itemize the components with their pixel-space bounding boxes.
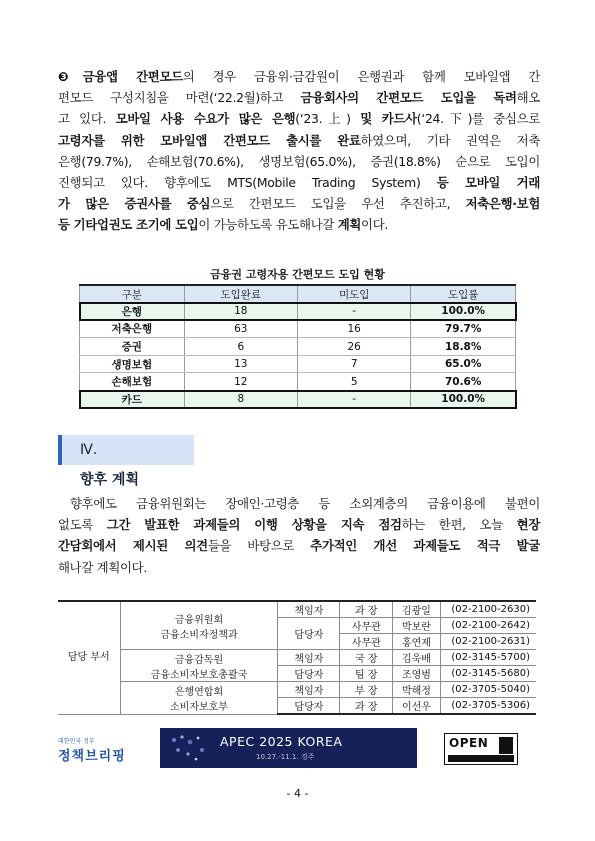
- bold-span: 저축은행·보험: [465, 196, 540, 212]
- cell-not-done: 16: [297, 320, 410, 338]
- org-line: 금융위원회: [174, 614, 224, 626]
- text-line: [58, 87, 540, 108]
- license-person-icon: [499, 737, 513, 754]
- text-span: 진행되고 있다. 향후에도 MTS(Mobile Trading System): [58, 175, 437, 191]
- contact-title: 사무관: [340, 618, 393, 634]
- cell-not-done: 7: [297, 355, 410, 373]
- table-row: [80, 338, 516, 356]
- cell-done: 63: [184, 320, 297, 338]
- contact-name: 박보란: [393, 618, 441, 634]
- text-span: 들을 바탕으로: [207, 538, 311, 554]
- contact-row: [58, 682, 536, 698]
- contact-role: 담당자: [278, 666, 340, 682]
- cell-rate: 65.0%: [411, 355, 516, 373]
- apec-pattern-icon: [168, 732, 212, 764]
- cell-not-done: 5: [297, 373, 410, 391]
- text-span: 없도록: [58, 517, 107, 533]
- contact-name: 김욱배: [393, 650, 441, 666]
- policy-briefing-logo: [58, 736, 146, 766]
- contact-title: 팀 장: [340, 666, 393, 682]
- bold-span: 등 기타업권도 조기에 도입: [58, 217, 199, 233]
- bold-span: ❸금융앱 간편모드: [58, 69, 183, 84]
- logo-small-text: 대한민국 정부: [58, 738, 95, 745]
- contact-title: 과 장: [340, 601, 393, 618]
- text-span: 해나갈 계획이다.: [58, 559, 147, 575]
- text-span: 이다.: [361, 217, 389, 233]
- text-span: 의 경우 금융위·금감원이 은행권과 함께 모바일앱 간: [182, 69, 541, 84]
- cell-rate: 79.7%: [411, 320, 516, 338]
- cell-rate: 18.8%: [411, 338, 516, 356]
- table-title: 금융권 고령자용 간편모드 도입 현황: [210, 268, 385, 281]
- contact-role: 책임자: [278, 650, 340, 666]
- contact-row: [58, 601, 536, 618]
- adoption-status-table: [79, 284, 516, 409]
- apec-title: APEC 2025 KOREA: [220, 734, 343, 749]
- contact-phone: (02-3705-5040): [440, 682, 536, 698]
- text-span: 은행(79.7%), 손해보험(70.6%), 생명보험(65.0%), 증권(18.8%) 순으로 도입이: [58, 153, 540, 169]
- contact-name: 김광일: [393, 601, 441, 618]
- cell-category: 손해보험: [80, 373, 185, 391]
- text-line: [58, 108, 540, 129]
- contact-phone: (02-3145-5680): [440, 666, 536, 682]
- header-done: 도입완료: [184, 285, 297, 303]
- table-row: [80, 355, 516, 373]
- cell-category: 증권: [80, 338, 185, 356]
- paragraph-simple-mode: [58, 66, 540, 236]
- contact-name: 이선우: [393, 698, 441, 715]
- contact-phone: (02-2100-2642): [440, 618, 536, 634]
- text-span: (‘23.上): [295, 111, 361, 127]
- text-span: 해오: [516, 90, 540, 106]
- org-line: 금융소비자정책과: [160, 629, 238, 641]
- dept-label: 담당 부서: [58, 601, 120, 714]
- text-line: [58, 214, 540, 235]
- header-rate: 도입률: [411, 285, 516, 303]
- cell-not-done: -: [297, 303, 410, 321]
- table-header-row: [80, 285, 516, 303]
- org-line: 금융소비자보호총괄국: [150, 669, 248, 681]
- cell-rate: 70.6%: [411, 373, 516, 391]
- bold-span: 그간 발표한 과제들의 이행 상황을 지속 점검: [106, 517, 402, 533]
- cell-done: 12: [184, 373, 297, 391]
- contact-name: 박해정: [393, 682, 441, 698]
- contact-title: 사무관: [340, 634, 393, 650]
- apec-dates: 10.27.-11.1. 경주: [256, 753, 315, 761]
- org-line: 은행연합회: [174, 686, 224, 698]
- contact-phone: (02-3705-5306): [440, 698, 536, 715]
- open-word: OPEN: [449, 736, 489, 750]
- cell-category: 저축은행: [80, 320, 185, 338]
- bold-span: 등 모바일 거래: [436, 175, 540, 191]
- org-name: [120, 650, 278, 682]
- contact-name: 홍연제: [393, 634, 441, 650]
- org-line: 금융감독원: [174, 654, 224, 666]
- cell-rate: 100.0%: [411, 303, 516, 321]
- open-license-logo: [444, 733, 518, 765]
- org-name: [120, 682, 278, 715]
- contact-role: 책임자: [278, 682, 340, 698]
- text-span: (‘24.下)를 중심으로: [416, 111, 540, 127]
- contact-title: 과 장: [340, 698, 393, 715]
- cell-done: 13: [184, 355, 297, 373]
- text-line: [58, 193, 540, 214]
- contact-phone: (02-2100-2631): [440, 634, 536, 650]
- org-name: [120, 601, 278, 650]
- contact-name: 조영범: [393, 666, 441, 682]
- bold-span: 계획: [337, 217, 362, 233]
- bold-span: 가 많은 증권사를 중심: [58, 196, 211, 212]
- bold-span: 고령자를 위한 모바일앱 간편모드 출시를 완료: [58, 132, 361, 148]
- org-line: 소비자보호부: [170, 701, 228, 713]
- apec-banner: [160, 728, 417, 768]
- text-span: 편모드 구성지침을 마련(‘22.2월)하고: [58, 90, 301, 106]
- text-line: [58, 130, 540, 151]
- text-line: [58, 172, 540, 193]
- contact-role: 책임자: [278, 601, 340, 618]
- bold-span: 및 카드사: [360, 111, 417, 127]
- page-number: - 4 -: [286, 787, 309, 800]
- table-row: [80, 373, 516, 391]
- contact-role: 담당자: [278, 618, 340, 650]
- cell-category: 생명보험: [80, 355, 185, 373]
- text-line: [58, 535, 540, 556]
- bold-span: 모바일 사용 수요가 많은 은행: [115, 111, 296, 127]
- text-span: 하였으며, 기타 권역은 저축: [360, 132, 540, 148]
- contact-phone: (02-3145-5700): [440, 650, 536, 666]
- text-line: [58, 151, 540, 172]
- bold-span: 현장: [516, 517, 540, 533]
- contact-title: 부 장: [340, 682, 393, 698]
- header-category: 구분: [80, 285, 185, 303]
- text-line: [58, 493, 540, 514]
- text-span: 고 있다.: [58, 111, 116, 127]
- text-line: [58, 557, 540, 578]
- section-heading: [58, 435, 194, 488]
- header-not-done: 미도입: [297, 285, 410, 303]
- contact-table: [58, 600, 536, 715]
- cell-category: 은행: [80, 303, 185, 321]
- contact-title: 국 장: [340, 650, 393, 666]
- section-number: Ⅳ.: [80, 442, 98, 458]
- section-title: 향후 계획: [80, 472, 139, 488]
- table-row: [80, 303, 516, 321]
- license-strip: [448, 755, 514, 762]
- contact-phone: (02-2100-2630): [440, 601, 536, 618]
- cell-rate: 100.0%: [411, 391, 516, 409]
- table-row: [80, 391, 516, 409]
- contact-role: 담당자: [278, 698, 340, 715]
- cell-not-done: 26: [297, 338, 410, 356]
- paragraph-future-plan: [58, 493, 540, 578]
- cell-done: 6: [184, 338, 297, 356]
- table-row: [80, 320, 516, 338]
- bold-span: 추가적인 개선 과제들도 적극 발굴: [310, 538, 540, 554]
- cell-category: 카드: [80, 391, 185, 409]
- cell-not-done: -: [297, 391, 410, 409]
- bold-span: 간담회에서 제시된 의견: [58, 538, 208, 554]
- text-span: 하는 한편, 오늘: [401, 517, 517, 533]
- text-span: 으로 간편모드 도입을 우선 추진하고,: [210, 196, 466, 212]
- logo-big-text: 정책브리핑: [58, 749, 126, 764]
- cell-done: 18: [184, 303, 297, 321]
- text-line: [58, 66, 540, 87]
- cell-done: 8: [184, 391, 297, 409]
- text-span: 향후에도 금융위원회는 장애인·고령층 등 소외계층의 금융이용에 불편이: [70, 496, 540, 511]
- text-span: 이 가능하도록 유도해나갈: [198, 217, 338, 233]
- contact-row: [58, 650, 536, 666]
- bold-span: 금융회사의 간편모드 도입을 독려: [300, 90, 517, 106]
- text-line: [58, 514, 540, 535]
